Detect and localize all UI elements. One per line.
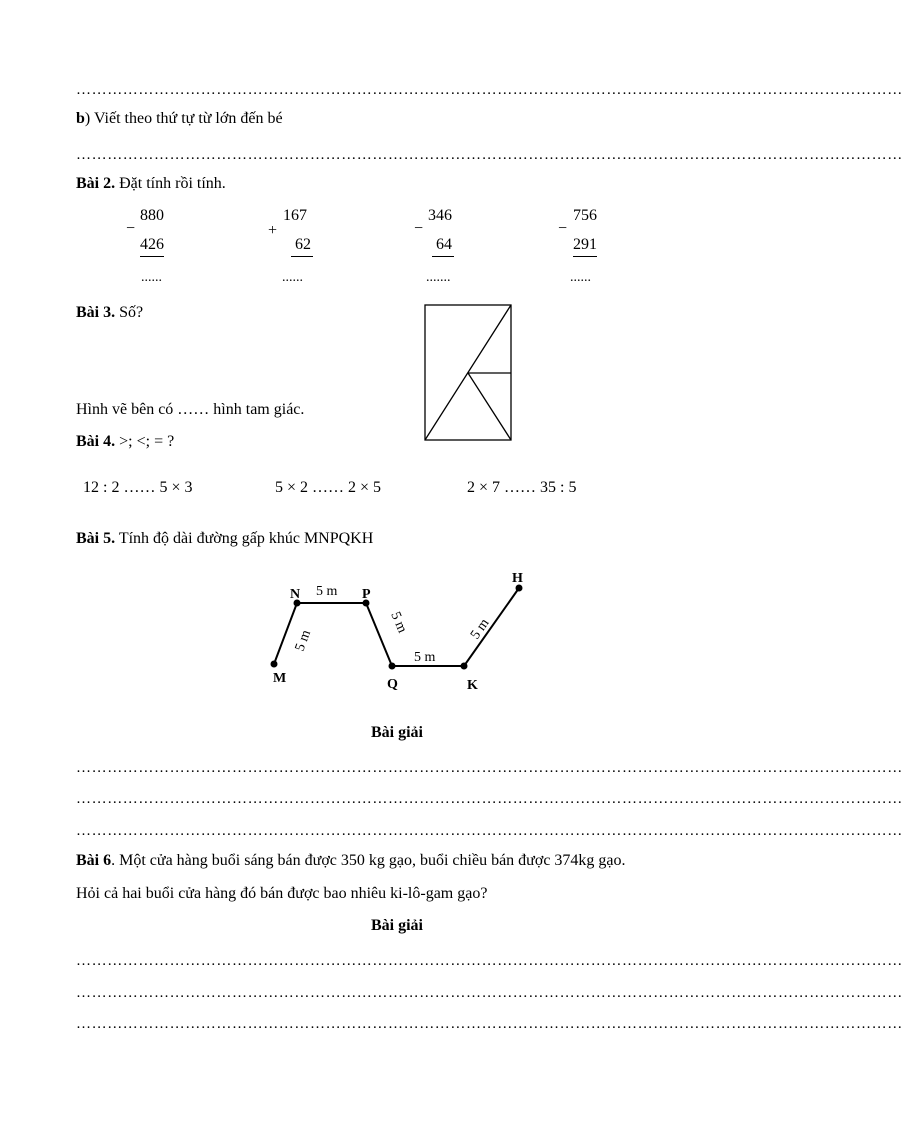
point-k [461,663,468,670]
label-n: N [290,587,301,602]
bai6-solution-label: Bài giải [370,917,423,934]
operand-b: 426 [140,236,164,257]
label-k: K [467,678,478,693]
bai5-heading [76,530,373,548]
operator: − [558,220,568,237]
operand-b: 291 [573,236,597,257]
result-placeholder: ...... [570,270,591,285]
result-placeholder: ...... [141,270,162,285]
operand-b: 64 [432,236,454,257]
segment-label-np: 5 m [316,584,338,599]
answer-line: …………………………………………………………………………………………………………………………………………… [76,1016,903,1032]
bai5-title: Bài 5. [76,530,116,547]
operand-a: 756 [573,207,597,224]
bai2-text: Đặt tính rồi tính. [115,175,226,192]
label-p: P [362,587,371,602]
operand-a: 346 [428,207,452,224]
segment-label-kh: 5 m [467,616,493,643]
segment-label-mn: 5 m [292,628,315,654]
operator: + [268,222,278,239]
part-b [76,110,283,128]
bai5-solution-label: Bài giải [370,724,423,741]
bai4-heading [76,433,174,451]
label-m: M [273,671,287,686]
bai6-line2: Hỏi cả hai buổi cửa hàng đó bán được bao nhiêu ki-lô-gam gạo? [76,885,488,902]
bai5-text: Tính độ dài đường gấp khúc MNPQKH [115,530,374,547]
bai4-title: Bài 4. [76,433,116,450]
bai3-question: Hình vẽ bên có …… hình tam giác. [76,401,305,418]
point-q [389,663,396,670]
operator: − [414,220,424,237]
comparison-3: 2 × 7 …… 35 : 5 [467,479,577,496]
polyline-figure [0,560,794,700]
bai6-title: Bài 6 [76,852,112,869]
bai6-line1 [76,852,626,870]
label-q: Q [387,677,398,692]
bai2-heading [76,175,226,193]
answer-line: …………………………………………………………………………………………………………………………………………… [76,147,903,163]
operand-b: 62 [291,236,313,257]
operand-a: 880 [140,207,164,224]
comparison-1: 12 : 2 …… 5 × 3 [83,479,193,496]
answer-line: …………………………………………………………………………………………………………………………………………… [76,985,903,1001]
segment-label-pq: 5 m [387,609,410,636]
operand-a: 167 [283,207,307,224]
part-b-label: b [76,110,85,127]
figure-inner-line [468,373,511,440]
bai6-text: . Một cửa hàng buổi sáng bán được 350 kg gạo, buổi chiều bán được 374kg gạo. [111,852,626,869]
part-b-text: ) Viết theo thứ tự từ lớn đến bé [84,110,283,127]
triangle-figure [420,300,518,445]
answer-line: …………………………………………………………………………………………………………………………………………… [76,953,903,969]
point-m [271,661,278,668]
result-placeholder: ...... [282,270,303,285]
label-h: H [512,571,523,586]
result-placeholder: ....... [426,270,451,285]
segment-label-qk: 5 m [414,650,436,665]
answer-line: …………………………………………………………………………………………………………………………………………… [76,823,903,839]
bai3-text: Số? [115,304,144,321]
bai3-heading [76,304,143,322]
comparison-2: 5 × 2 …… 2 × 5 [275,479,382,496]
bai2-title: Bài 2. [76,175,116,192]
bai3-title: Bài 3. [76,304,116,321]
answer-line: …………………………………………………………………………………………………………………………………………… [76,82,903,98]
answer-line: …………………………………………………………………………………………………………………………………………… [76,791,903,807]
answer-line: …………………………………………………………………………………………………………………………………………… [76,760,903,776]
bai4-text: >; <; = ? [115,433,175,450]
operator: − [126,220,136,237]
